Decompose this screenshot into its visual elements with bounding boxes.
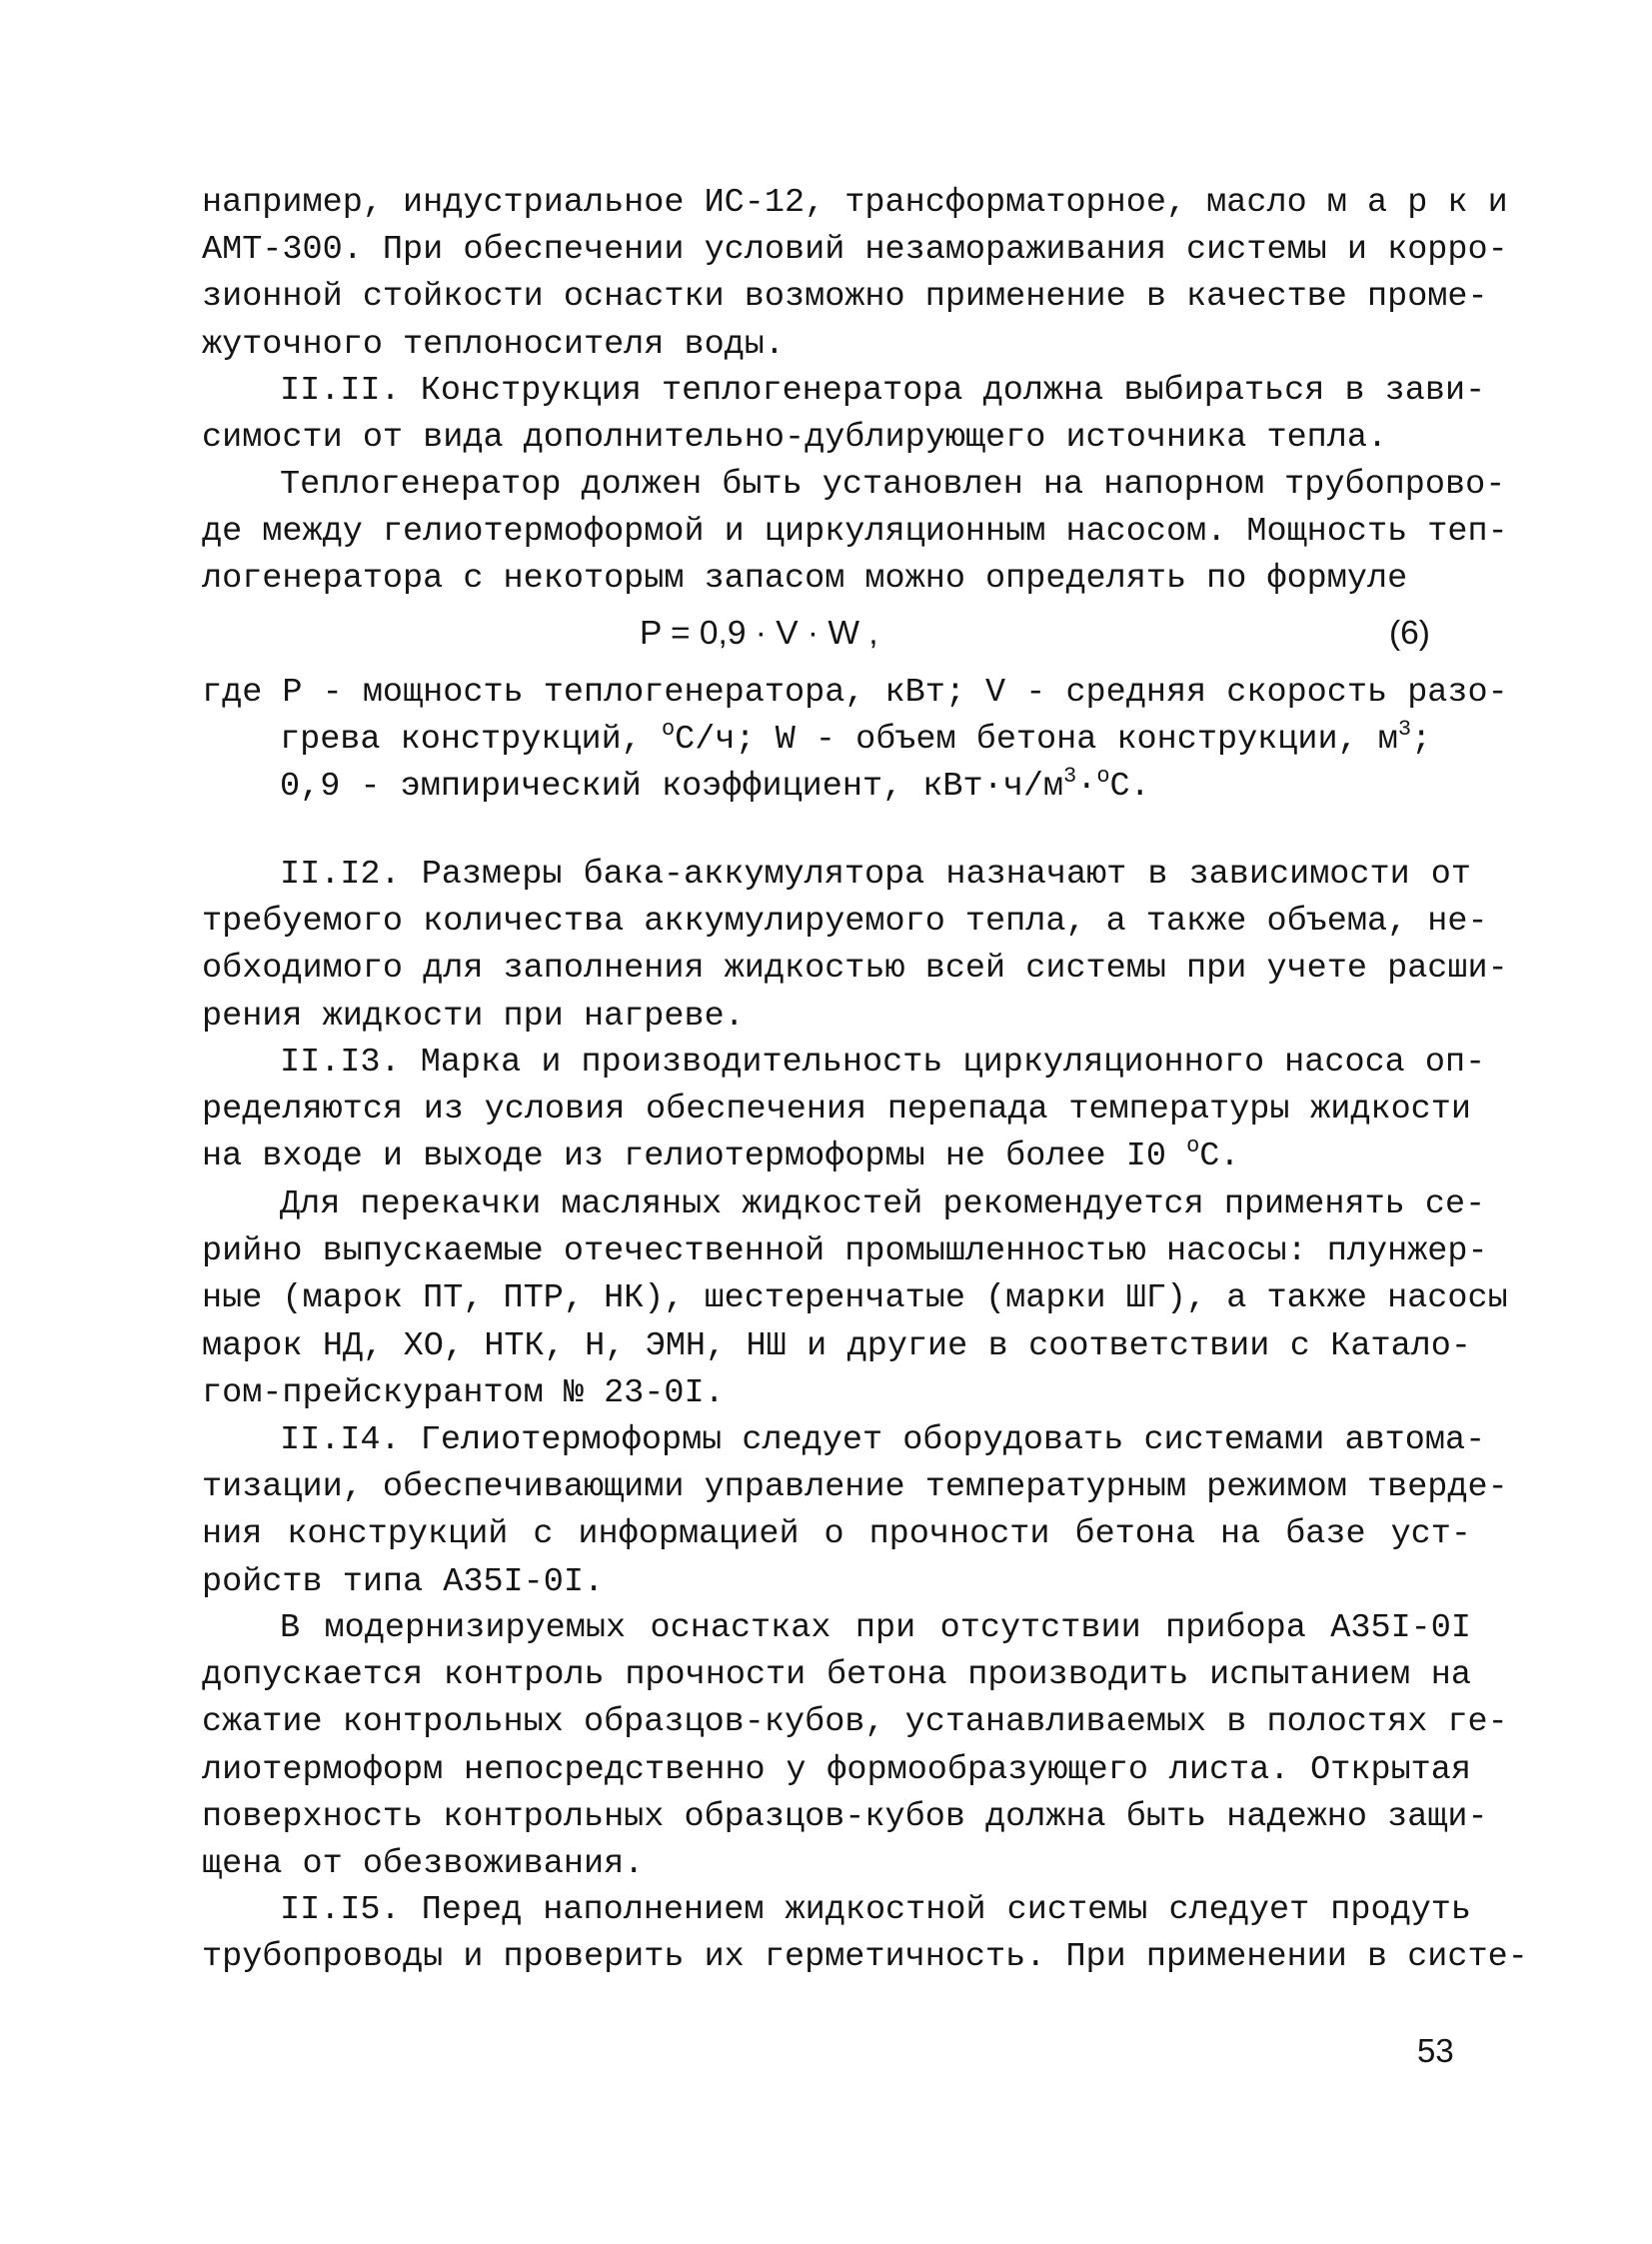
text-line: рийно выпускаемые отечественной промышленностью насосы: плунжер- <box>202 1232 1488 1271</box>
text-line: рения жидкости при нагреве. <box>202 997 745 1036</box>
text-line: где P - мощность теплогенератора, кВт; V - средняя скорость разо- <box>202 674 1508 712</box>
text-line: поверхность контрольных образцов-кубов должна быть надежно защи- <box>202 1797 1488 1836</box>
formula-legend <box>202 670 1508 812</box>
paragraph-heat-generator <box>202 462 1508 604</box>
formula-number: (6) <box>1389 615 1430 652</box>
text-line: В модернизируемых оснастках при отсутствии прибора А35I-0I <box>280 1609 1471 1647</box>
page-number: 53 <box>1417 2032 1454 2069</box>
text-line: лиотермоформ непосредственно у формообразующего листа. Открытая <box>202 1750 1471 1789</box>
text-line: зионной стойкости оснастки возможно применение в качестве проме- <box>202 278 1488 317</box>
text-line: марок НД, ХО, НТК, Н, ЭМН, НШ и другие в соответствии с Катало- <box>202 1326 1471 1365</box>
text-line: щена от обезвоживания. <box>202 1844 645 1883</box>
text-line: например, индустриальное ИС-12, трансформаторное, масло м а р к и <box>202 184 1508 222</box>
text-line: II.I4. Гелиотермоформы следует оборудовать системами автома- <box>280 1421 1486 1459</box>
text-line: II.II. Конструкция теплогенератора должна выбираться в зави- <box>280 372 1486 410</box>
text-line: АМТ-300. При обеспечении условий незамораживания системы и корро- <box>202 231 1508 270</box>
text-line: II.I3. Марка и производительность циркуляционного насоса оп- <box>280 1044 1486 1082</box>
paragraph-11-15 <box>202 1887 1528 1981</box>
text-line: гом-прейскурантом № 23-0I. <box>202 1373 725 1412</box>
paragraph-11-11 <box>202 368 1486 462</box>
text-line: допускается контроль прочности бетона производить испытанием на <box>202 1656 1471 1695</box>
text-line: ределяются из условия обеспечения перепада температуры жидкости <box>202 1091 1471 1129</box>
text-line: II.I5. Перед наполнением жидкостной системы следует продуть <box>280 1891 1471 1929</box>
text-line: обходимого для заполнения жидкостью всей системы при учете расши- <box>202 950 1508 989</box>
text-line: симости от вида дополнительно-дублирующего источника тепла. <box>202 419 1388 458</box>
paragraph-11-14 <box>202 1417 1508 1606</box>
text-line: ные (марок ПТ, ПТР, НК), шестеренчатые (марки ШГ), а также насосы <box>202 1279 1508 1318</box>
text-line: ния конструкций с информацией о прочности бетона на базе уст- <box>202 1515 1471 1554</box>
text-line: требуемого количества аккумулируемого тепла, а также объема, не- <box>202 903 1488 942</box>
paragraph-modernized <box>202 1605 1508 1888</box>
text-line: сжатие контрольных образцов-кубов, устанавливаемых в полостях ге- <box>202 1703 1508 1742</box>
text-line: Теплогенератор должен быть установлен на напорном трубопрово- <box>280 466 1506 504</box>
paragraph-pumps <box>202 1181 1508 1417</box>
paragraph-11-12 <box>202 852 1508 1041</box>
text-line: на входе и выходе из гелиотермоформы не более I0 $^о$С. <box>202 1133 1240 1176</box>
text-line: трубопроводы и проверить их герметичность. При применении в систе- <box>202 1938 1528 1977</box>
paragraph-11-13 <box>202 1040 1486 1181</box>
formula-6: P = 0,9 · V · W , <box>640 615 878 652</box>
text-line: ройств типа А35I-0I. <box>202 1562 605 1601</box>
text-line: логенератора с некоторым запасом можно определять по формуле <box>202 560 1408 599</box>
text-line: де между гелиотермоформой и циркуляционным насосом. Мощность теп- <box>202 513 1508 552</box>
text-line: 0,9 - эмпирический коэффициент, $кВт\cdot ч/м^3\cdot^оС$. <box>280 764 1150 807</box>
paragraph-oil-brands <box>202 180 1508 369</box>
text-line: грева конструкций, $^о$С/ч; W - объем бетона конструкции, $м^3$; <box>280 717 1432 760</box>
text-line: II.I2. Размеры бака-аккумулятора назначают в зависимости от <box>280 856 1471 894</box>
text-line: Для перекачки масляных жидкостей рекомендуется применять се- <box>280 1185 1486 1223</box>
text-line: тизации, обеспечивающими управление температурным режимом тверде- <box>202 1468 1508 1507</box>
text-line: жуточного теплоносителя воды. <box>202 325 785 364</box>
